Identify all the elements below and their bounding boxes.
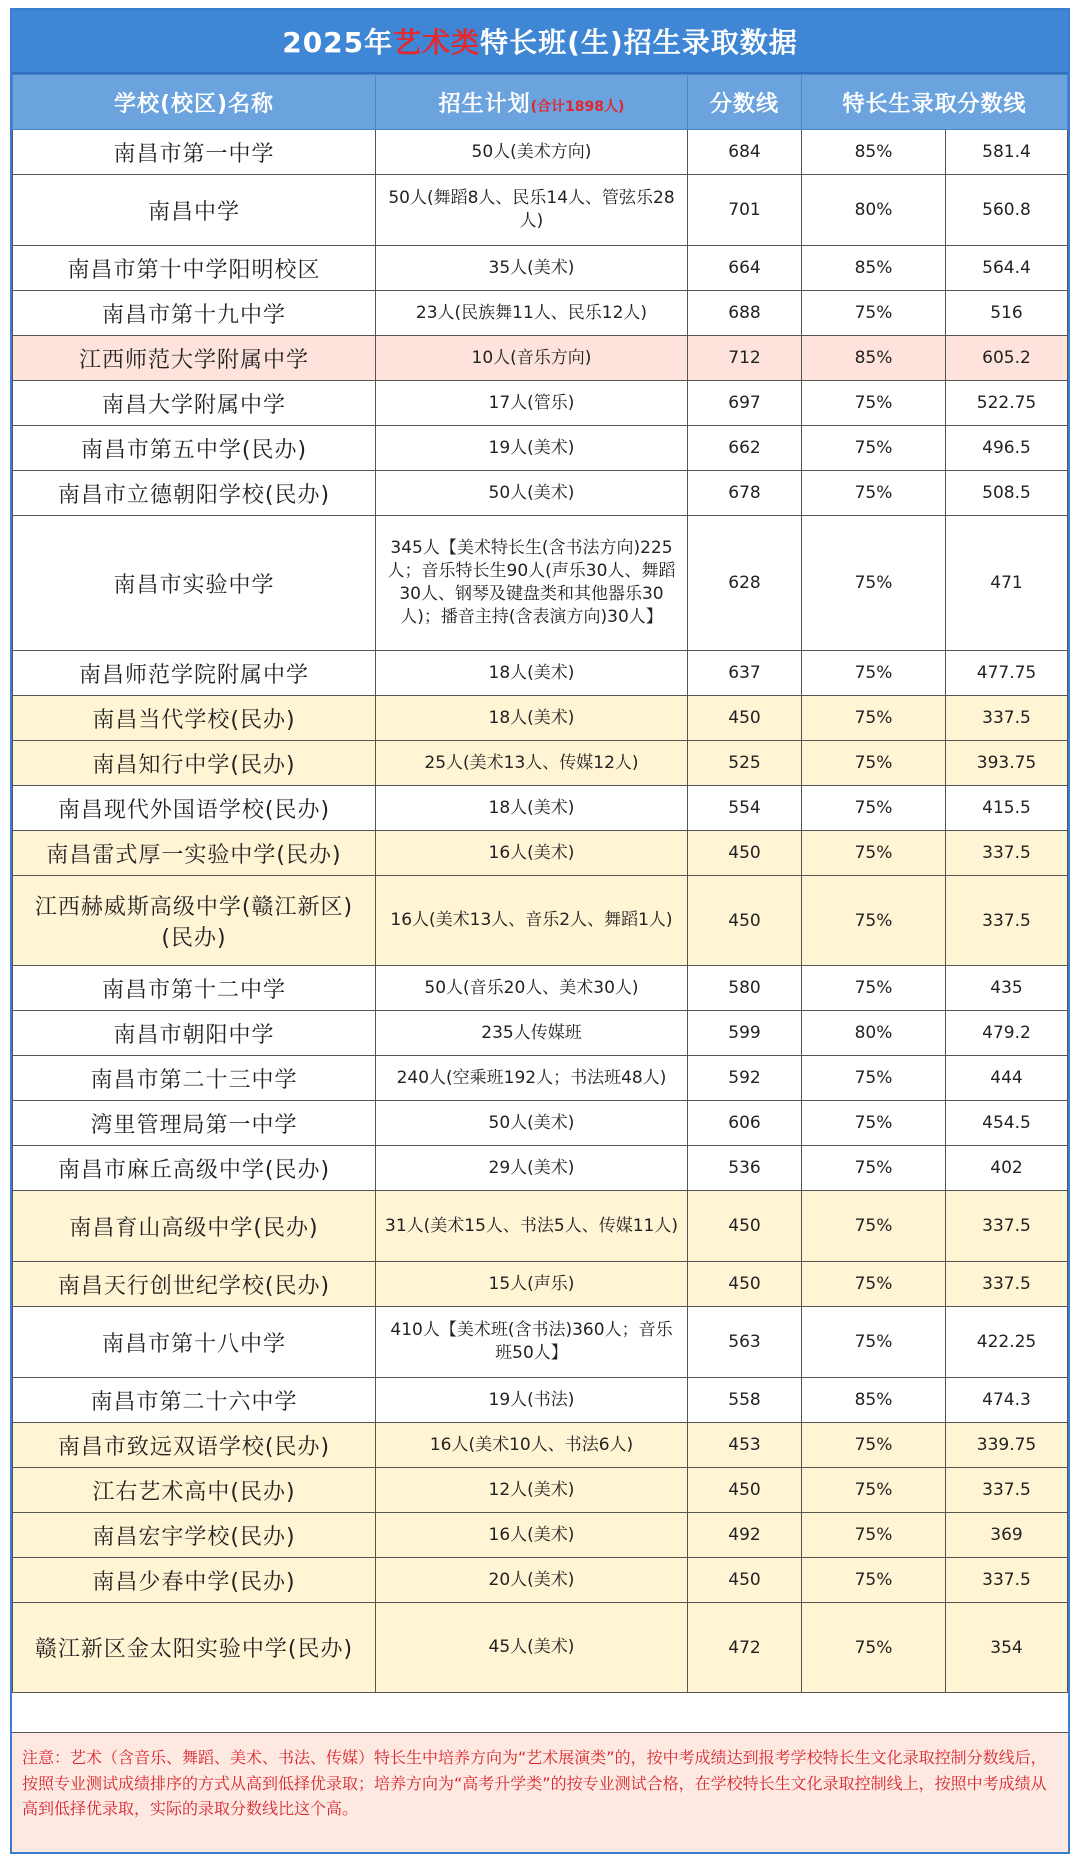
score-cell: 684 (688, 130, 802, 175)
score-cell: 678 (688, 471, 802, 516)
percent-cell: 75% (802, 1558, 946, 1603)
table-row (13, 1307, 1068, 1378)
table-row (13, 1558, 1068, 1603)
plan-cell: 25人(美术13人、传媒12人) (376, 741, 688, 786)
table-row (13, 381, 1068, 426)
percent-cell: 75% (802, 1603, 946, 1693)
percent-cell: 85% (802, 246, 946, 291)
table-row (13, 1146, 1068, 1191)
score-cell: 450 (688, 876, 802, 966)
table-row (13, 1191, 1068, 1262)
plan-cell: 240人(空乘班192人；书法班48人) (376, 1056, 688, 1101)
table-row (13, 175, 1068, 246)
table-row (13, 246, 1068, 291)
plan-cell: 18人(美术) (376, 651, 688, 696)
score-cell: 563 (688, 1307, 802, 1378)
special-line-cell: 522.75 (946, 381, 1068, 426)
plan-cell: 17人(管乐) (376, 381, 688, 426)
special-line-cell: 496.5 (946, 426, 1068, 471)
plan-cell: 235人传媒班 (376, 1011, 688, 1056)
school-name-cell: 南昌市第十九中学 (13, 291, 376, 336)
table-row (13, 876, 1068, 966)
school-name-cell: 南昌大学附属中学 (13, 381, 376, 426)
table-row (13, 471, 1068, 516)
score-cell: 599 (688, 1011, 802, 1056)
special-line-cell: 471 (946, 516, 1068, 651)
table-row (13, 831, 1068, 876)
school-name-cell: 南昌中学 (13, 175, 376, 246)
score-cell: 697 (688, 381, 802, 426)
percent-cell: 85% (802, 130, 946, 175)
header-school: 学校(校区)名称 (13, 75, 376, 130)
score-cell: 536 (688, 1146, 802, 1191)
percent-cell: 75% (802, 516, 946, 651)
special-line-cell: 422.25 (946, 1307, 1068, 1378)
table-row (13, 786, 1068, 831)
percent-cell: 80% (802, 1011, 946, 1056)
header-score: 分数线 (688, 75, 802, 130)
score-cell: 637 (688, 651, 802, 696)
header-plan (376, 75, 688, 130)
table-row (13, 1262, 1068, 1307)
title-suffix: 特长班(生)招生录取数据 (480, 26, 798, 59)
school-name-cell: 南昌少春中学(民办) (13, 1558, 376, 1603)
special-line-cell: 454.5 (946, 1101, 1068, 1146)
special-line-cell: 581.4 (946, 130, 1068, 175)
special-line-cell: 435 (946, 966, 1068, 1011)
percent-cell: 75% (802, 1262, 946, 1307)
footnote: 注意：艺术（含音乐、舞蹈、美术、书法、传媒）特长生中培养方向为“艺术展演类”的，按中考成绩达到报考学校特长生文化录取控制分数线后，按照专业测试成绩排序的方式从高到低择优录取；培养方向为“高考升学类”的按专业测试合格，在学校特长生文化录取控制线上，按照中考成绩从高到低择优录取，实际的录取分数线比这个高。 (12, 1732, 1068, 1852)
table-row (13, 1468, 1068, 1513)
percent-cell: 75% (802, 1423, 946, 1468)
table-row (13, 1378, 1068, 1423)
header-plan-total: (合计1898人) (530, 98, 625, 115)
percent-cell: 75% (802, 786, 946, 831)
score-cell: 712 (688, 336, 802, 381)
page-title (12, 10, 1068, 74)
table-row (13, 1513, 1068, 1558)
plan-cell: 50人(美术方向) (376, 130, 688, 175)
special-line-cell: 564.4 (946, 246, 1068, 291)
school-name-cell: 南昌天行创世纪学校(民办) (13, 1262, 376, 1307)
special-line-cell: 508.5 (946, 471, 1068, 516)
percent-cell: 75% (802, 1101, 946, 1146)
plan-cell: 50人(美术) (376, 471, 688, 516)
special-line-cell: 415.5 (946, 786, 1068, 831)
school-name-cell: 江右艺术高中(民办) (13, 1468, 376, 1513)
special-line-cell: 393.75 (946, 741, 1068, 786)
school-name-cell: 赣江新区金太阳实验中学(民办) (13, 1603, 376, 1693)
plan-cell: 29人(美术) (376, 1146, 688, 1191)
table-header-row (13, 75, 1068, 130)
school-name-cell: 南昌市实验中学 (13, 516, 376, 651)
school-name-cell: 南昌市立德朝阳学校(民办) (13, 471, 376, 516)
score-cell: 664 (688, 246, 802, 291)
score-cell: 453 (688, 1423, 802, 1468)
percent-cell: 75% (802, 1307, 946, 1378)
special-line-cell: 516 (946, 291, 1068, 336)
percent-cell: 80% (802, 175, 946, 246)
school-name-cell: 南昌市致远双语学校(民办) (13, 1423, 376, 1468)
table-row (13, 1056, 1068, 1101)
percent-cell: 75% (802, 381, 946, 426)
percent-cell: 85% (802, 336, 946, 381)
plan-cell: 16人(美术13人、音乐2人、舞蹈1人) (376, 876, 688, 966)
special-line-cell: 605.2 (946, 336, 1068, 381)
percent-cell: 75% (802, 876, 946, 966)
plan-cell: 345人【美术特长生(含书法方向)225人；音乐特长生90人(声乐30人、舞蹈30人、钢琴及键盘类和其他器乐30人)；播音主持(含表演方向)30人】 (376, 516, 688, 651)
score-cell: 450 (688, 696, 802, 741)
score-cell: 558 (688, 1378, 802, 1423)
table-row (13, 1423, 1068, 1468)
plan-cell: 15人(声乐) (376, 1262, 688, 1307)
school-name-cell: 南昌市第十中学阳明校区 (13, 246, 376, 291)
special-line-cell: 354 (946, 1603, 1068, 1693)
percent-cell: 75% (802, 1146, 946, 1191)
plan-cell: 35人(美术) (376, 246, 688, 291)
special-line-cell: 479.2 (946, 1011, 1068, 1056)
title-highlight: 艺术类 (393, 26, 481, 59)
special-line-cell: 477.75 (946, 651, 1068, 696)
plan-cell: 16人(美术) (376, 1513, 688, 1558)
table-row (13, 516, 1068, 651)
percent-cell: 75% (802, 426, 946, 471)
score-cell: 450 (688, 831, 802, 876)
plan-cell: 12人(美术) (376, 1468, 688, 1513)
percent-cell: 75% (802, 966, 946, 1011)
special-line-cell: 337.5 (946, 696, 1068, 741)
school-name-cell: 南昌市第二十六中学 (13, 1378, 376, 1423)
special-line-cell: 369 (946, 1513, 1068, 1558)
percent-cell: 75% (802, 831, 946, 876)
school-name-cell: 湾里管理局第一中学 (13, 1101, 376, 1146)
school-name-cell: 南昌育山高级中学(民办) (13, 1191, 376, 1262)
school-name-cell: 南昌市第二十三中学 (13, 1056, 376, 1101)
plan-cell: 16人(美术) (376, 831, 688, 876)
school-name-cell: 南昌宏宇学校(民办) (13, 1513, 376, 1558)
table-body (13, 130, 1068, 1693)
special-line-cell: 337.5 (946, 831, 1068, 876)
admission-table (12, 74, 1068, 1693)
special-line-cell: 337.5 (946, 1468, 1068, 1513)
special-line-cell: 337.5 (946, 876, 1068, 966)
plan-cell: 20人(美术) (376, 1558, 688, 1603)
special-line-cell: 474.3 (946, 1378, 1068, 1423)
school-name-cell: 南昌师范学院附属中学 (13, 651, 376, 696)
school-name-cell: 南昌市第一中学 (13, 130, 376, 175)
percent-cell: 85% (802, 1378, 946, 1423)
table-row (13, 291, 1068, 336)
plan-cell: 19人(美术) (376, 426, 688, 471)
plan-cell: 50人(舞蹈8人、民乐14人、管弦乐28人) (376, 175, 688, 246)
special-line-cell: 402 (946, 1146, 1068, 1191)
plan-cell: 10人(音乐方向) (376, 336, 688, 381)
plan-cell: 31人(美术15人、书法5人、传媒11人) (376, 1191, 688, 1262)
school-name-cell: 南昌市第十二中学 (13, 966, 376, 1011)
special-line-cell: 337.5 (946, 1191, 1068, 1262)
school-name-cell: 南昌市第五中学(民办) (13, 426, 376, 471)
school-name-cell: 南昌市第十八中学 (13, 1307, 376, 1378)
percent-cell: 75% (802, 291, 946, 336)
school-name-cell: 江西师范大学附属中学 (13, 336, 376, 381)
title-prefix: 2025年 (282, 26, 394, 59)
score-cell: 450 (688, 1558, 802, 1603)
plan-cell: 45人(美术) (376, 1603, 688, 1693)
percent-cell: 75% (802, 1056, 946, 1101)
score-cell: 701 (688, 175, 802, 246)
percent-cell: 75% (802, 696, 946, 741)
percent-cell: 75% (802, 471, 946, 516)
score-cell: 450 (688, 1191, 802, 1262)
school-name-cell: 南昌知行中学(民办) (13, 741, 376, 786)
percent-cell: 75% (802, 1468, 946, 1513)
score-cell: 662 (688, 426, 802, 471)
plan-cell: 50人(美术) (376, 1101, 688, 1146)
score-cell: 554 (688, 786, 802, 831)
score-cell: 450 (688, 1468, 802, 1513)
special-line-cell: 444 (946, 1056, 1068, 1101)
school-name-cell: 南昌雷式厚一实验中学(民办) (13, 831, 376, 876)
table-row (13, 741, 1068, 786)
percent-cell: 75% (802, 651, 946, 696)
percent-cell: 75% (802, 1513, 946, 1558)
special-line-cell: 337.5 (946, 1262, 1068, 1307)
table-row (13, 426, 1068, 471)
score-cell: 450 (688, 1262, 802, 1307)
score-cell: 580 (688, 966, 802, 1011)
header-plan-label: 招生计划 (438, 91, 531, 117)
table-row (13, 130, 1068, 175)
score-cell: 472 (688, 1603, 802, 1693)
school-name-cell: 南昌当代学校(民办) (13, 696, 376, 741)
table-row (13, 651, 1068, 696)
table-row (13, 1011, 1068, 1056)
school-name-cell: 南昌市麻丘高级中学(民办) (13, 1146, 376, 1191)
plan-cell: 19人(书法) (376, 1378, 688, 1423)
admission-sheet (10, 8, 1070, 1854)
plan-cell: 50人(音乐20人、美术30人) (376, 966, 688, 1011)
table-row (13, 696, 1068, 741)
school-name-cell: 江西赫威斯高级中学(赣江新区)(民办) (13, 876, 376, 966)
score-cell: 492 (688, 1513, 802, 1558)
plan-cell: 18人(美术) (376, 696, 688, 741)
special-line-cell: 339.75 (946, 1423, 1068, 1468)
score-cell: 592 (688, 1056, 802, 1101)
special-line-cell: 337.5 (946, 1558, 1068, 1603)
percent-cell: 75% (802, 741, 946, 786)
school-name-cell: 南昌市朝阳中学 (13, 1011, 376, 1056)
table-row (13, 1603, 1068, 1693)
plan-cell: 18人(美术) (376, 786, 688, 831)
score-cell: 525 (688, 741, 802, 786)
percent-cell: 75% (802, 1191, 946, 1262)
table-row (13, 336, 1068, 381)
score-cell: 606 (688, 1101, 802, 1146)
score-cell: 688 (688, 291, 802, 336)
header-special-line: 特长生录取分数线 (802, 75, 1068, 130)
table-row (13, 966, 1068, 1011)
special-line-cell: 560.8 (946, 175, 1068, 246)
school-name-cell: 南昌现代外国语学校(民办) (13, 786, 376, 831)
plan-cell: 410人【美术班(含书法)360人；音乐班50人】 (376, 1307, 688, 1378)
score-cell: 628 (688, 516, 802, 651)
plan-cell: 23人(民族舞11人、民乐12人) (376, 291, 688, 336)
plan-cell: 16人(美术10人、书法6人) (376, 1423, 688, 1468)
table-row (13, 1101, 1068, 1146)
